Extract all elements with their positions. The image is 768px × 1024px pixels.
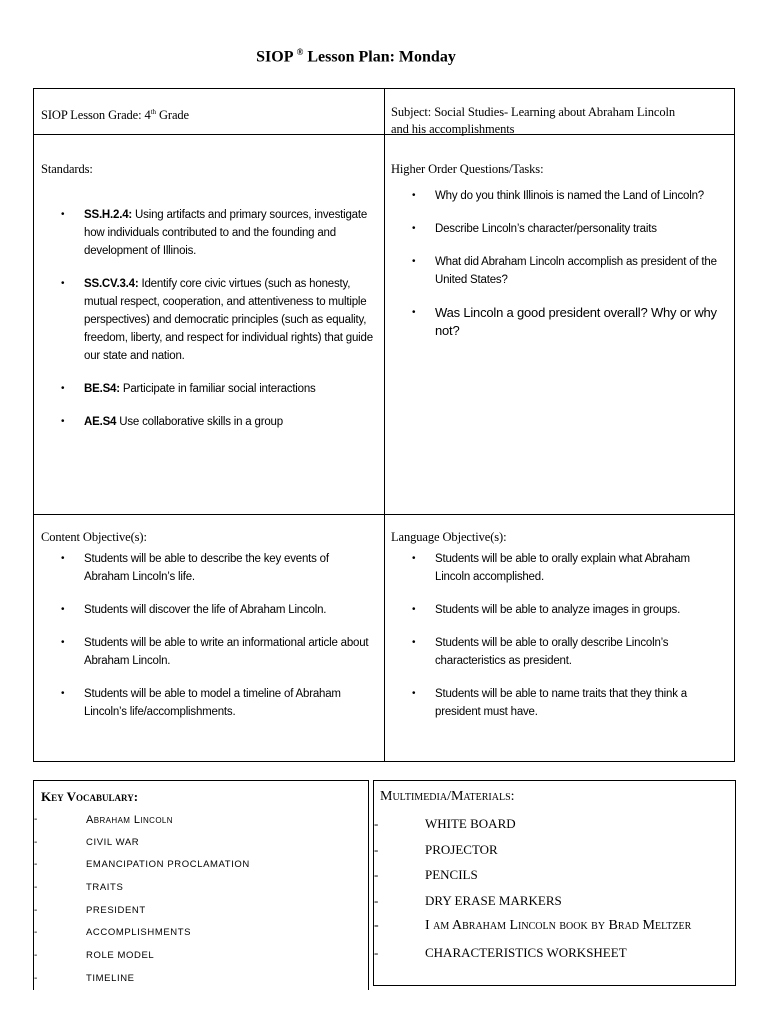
language-objectives-cell — [385, 515, 735, 736]
standard-text: Identify core civic virtues (such as honesty, mutual respect, cooperation, and attentiveness to multiple perspectives) and democratic principles (such as equality, freedom, liberty, and respect for individual rights) that guide our state and nation. — [84, 278, 373, 362]
bullet-icon: • — [412, 256, 416, 267]
content-objective-item-text: Students will be able to describe the key events of Abraham Lincoln’s life. — [84, 553, 329, 583]
material-name: CHARACTERISTICS WORKSHEET — [425, 944, 627, 960]
higher-order-label: Higher Order Questions/Tasks: — [391, 162, 544, 176]
material-item — [374, 944, 734, 961]
content-objective-item — [34, 550, 372, 586]
materials-box — [373, 780, 736, 986]
question-item — [385, 220, 723, 238]
dash-icon: - — [34, 836, 38, 848]
language-objectives-label: Language Objective(s): — [391, 530, 507, 544]
dash-icon: - — [34, 814, 38, 825]
subject-cell: Subject: Social Studies- Learning about Abraham Lincoln and his accomplishments — [391, 105, 676, 136]
grade-cell: SIOP Lesson Grade: 4th Grade — [41, 108, 189, 123]
dash-icon: - — [374, 892, 379, 908]
standards-list — [34, 206, 374, 431]
vocabulary-list — [34, 813, 370, 995]
vocabulary-item — [34, 972, 370, 995]
vocabulary-term: TRAITS — [86, 882, 124, 894]
content-objective-item-text: Students will be able to model a timeline of Abraham Lincoln’s life/accomplishments. — [84, 688, 341, 718]
language-objective-item-text: Students will be able to name traits that they think a president must have. — [435, 688, 687, 718]
standard-text: Use collaborative skills in a group — [116, 416, 283, 428]
vocabulary-item — [34, 926, 370, 949]
bullet-icon: • — [61, 278, 65, 289]
content-objective-item — [34, 634, 372, 670]
bullet-icon: • — [412, 688, 416, 699]
dash-icon: - — [34, 972, 38, 984]
language-objective-item — [385, 685, 725, 721]
dash-icon: - — [34, 950, 38, 962]
vocabulary-term: CIVIL WAR — [86, 836, 140, 848]
lesson-plan-table — [33, 88, 735, 762]
key-vocabulary-box — [33, 780, 369, 990]
standard-item — [34, 206, 374, 260]
dash-icon: - — [34, 927, 38, 939]
language-objective-item-text: Students will be able to analyze images in groups. — [435, 604, 681, 616]
higher-order-list — [385, 187, 723, 340]
dash-icon: - — [374, 944, 379, 960]
vocabulary-term: EMANCIPATION PROCLAMATION — [86, 859, 250, 871]
material-item — [374, 841, 734, 858]
content-objectives-list — [34, 550, 372, 721]
dash-icon: - — [374, 867, 379, 882]
standards-cell — [34, 135, 384, 446]
dash-icon: - — [34, 882, 38, 894]
content-objective-item — [34, 685, 372, 721]
vocab-materials-section — [33, 780, 736, 990]
bullet-icon: • — [412, 223, 416, 234]
material-name: PROJECTOR — [425, 841, 498, 857]
content-objective-item — [34, 601, 372, 619]
language-objective-item — [385, 634, 725, 670]
bullet-icon: • — [412, 190, 416, 201]
bullet-icon: • — [61, 688, 65, 699]
question-item-text: What did Abraham Lincoln accomplish as president of the United States? — [435, 256, 717, 286]
vocabulary-item — [34, 949, 370, 972]
material-item — [374, 892, 734, 909]
standard-item — [34, 380, 374, 398]
language-objective-item-text: Students will be able to orally explain what Abraham Lincoln accomplished. — [435, 553, 690, 583]
bullet-icon: • — [61, 383, 65, 394]
materials-list — [374, 815, 734, 969]
content-objective-item-text: Students will be able to write an informational article about Abraham Lincoln. — [84, 637, 369, 667]
bullet-icon: • — [412, 553, 416, 564]
higher-order-cell — [385, 135, 735, 355]
vocabulary-term: ROLE MODEL — [86, 950, 155, 962]
question-item — [385, 304, 723, 340]
language-objective-item — [385, 550, 725, 586]
question-item-text: Was Lincoln a good president overall? Why or why not? — [435, 305, 717, 338]
content-objectives-cell — [34, 515, 384, 736]
vocabulary-item — [34, 836, 370, 859]
dash-icon: - — [374, 841, 379, 857]
material-item — [374, 866, 734, 883]
content-objective-item-text: Students will discover the life of Abraham Lincoln. — [84, 604, 327, 616]
dash-icon: - — [34, 859, 38, 871]
vocabulary-term: ACCOMPLISHMENTS — [86, 927, 192, 939]
question-item-text: Why do you think Illinois is named the Land of Lincoln? — [435, 190, 704, 202]
standard-item — [34, 275, 374, 365]
standard-text: Participate in familiar social interactions — [119, 383, 316, 395]
question-item-text: Describe Lincoln’s character/personality traits — [435, 223, 657, 235]
language-objective-item — [385, 601, 725, 619]
dash-icon: - — [374, 816, 379, 831]
standard-code: BE.S4: — [84, 383, 120, 395]
vocabulary-item — [34, 858, 370, 881]
material-name: PENCILS — [425, 867, 478, 882]
standard-code: SS.H.2.4: — [84, 209, 133, 221]
bullet-icon: • — [61, 553, 65, 564]
material-item — [374, 815, 734, 832]
bullet-icon: • — [412, 604, 416, 615]
vocabulary-item — [34, 904, 370, 927]
question-item — [385, 253, 723, 289]
vocabulary-item — [34, 881, 370, 904]
key-vocabulary-label: Key Vocabulary: — [41, 789, 139, 804]
vocabulary-term: TIMELINE — [86, 972, 135, 984]
page-title: SIOP ® Lesson Plan: Monday — [256, 47, 456, 66]
bullet-icon: • — [61, 604, 65, 615]
bullet-icon: • — [61, 637, 65, 648]
standard-code: SS.CV.3.4: — [84, 278, 139, 290]
bullet-icon: • — [412, 307, 416, 318]
material-name: WHITE BOARD — [425, 816, 516, 831]
question-item — [385, 187, 723, 205]
vocabulary-term: PRESIDENT — [86, 904, 146, 916]
material-name: DRY ERASE MARKERS — [425, 892, 562, 908]
vocabulary-term: Abraham Lincoln — [86, 814, 173, 826]
content-objectives-label: Content Objective(s): — [41, 530, 147, 544]
standard-item — [34, 413, 374, 431]
standard-text: Using artifacts and primary sources, investigate how individuals contributed to and the founding and development of Illinois. — [84, 209, 368, 257]
materials-label: Multimedia/Materials: — [380, 789, 515, 804]
material-name: I am Abraham Lincoln book by Brad Meltzer — [425, 918, 692, 933]
dash-icon: - — [374, 918, 379, 933]
standards-label: Standards: — [41, 162, 93, 176]
material-item — [374, 917, 734, 935]
vocabulary-item — [34, 813, 370, 836]
standard-code: AE.S4 — [84, 416, 117, 428]
language-objectives-list — [385, 550, 725, 721]
language-objective-item-text: Students will be able to orally describe Lincoln’s characteristics as president. — [435, 637, 669, 667]
bullet-icon: • — [61, 416, 65, 427]
dash-icon: - — [34, 904, 38, 916]
bullet-icon: • — [412, 637, 416, 648]
bullet-icon: • — [61, 209, 65, 220]
